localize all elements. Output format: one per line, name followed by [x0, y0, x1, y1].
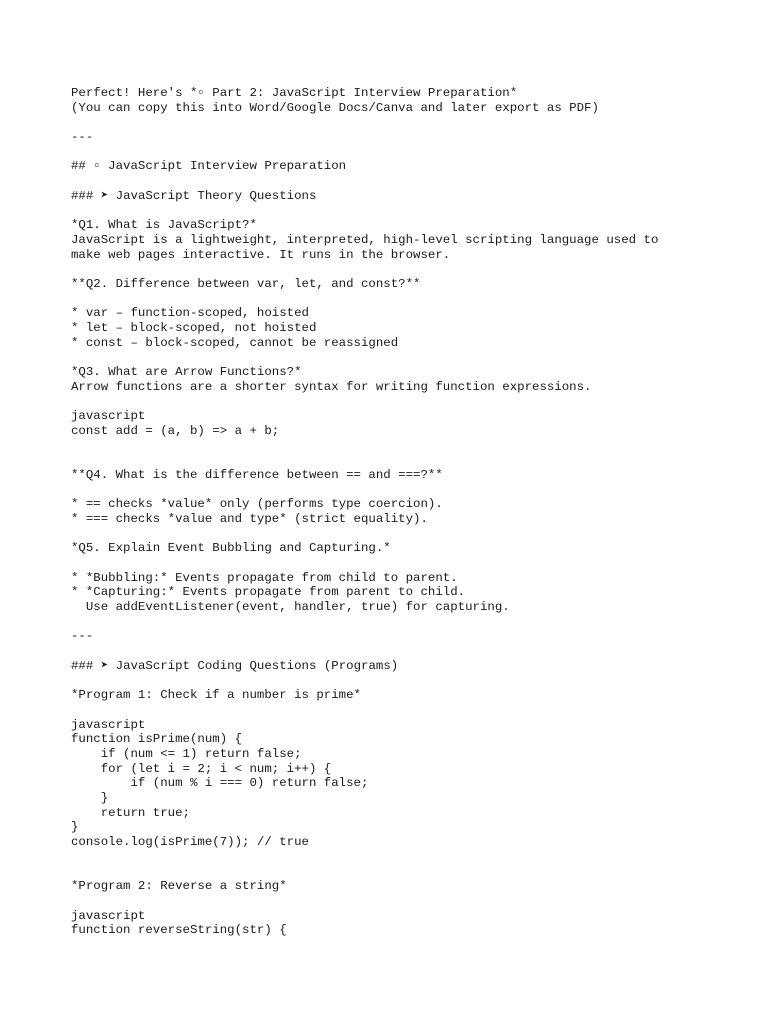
blank-line [71, 145, 751, 160]
blank-line [71, 174, 751, 189]
text-line: const add = (a, b) => a + b; [71, 423, 280, 438]
text-line: * == checks *value* only (performs type coercion). [71, 497, 443, 512]
text-line: * *Capturing:* Events propagate from parent to child. [71, 585, 466, 600]
blank-line [71, 350, 751, 365]
text-line: * var – function-scoped, hoisted [71, 306, 309, 321]
blank-line [71, 292, 751, 307]
blank-line [71, 615, 751, 630]
document-body [71, 86, 751, 938]
text-line: *Program 1: Check if a number is prime* [71, 688, 361, 703]
blank-line [71, 262, 751, 277]
text-line: *Q1. What is JavaScript?* [71, 218, 257, 233]
text-line: *Q5. Explain Event Bubbling and Capturing.* [71, 541, 391, 556]
blank-line [71, 483, 751, 498]
text-line: Arrow functions are a shorter syntax for writing function expressions. [71, 379, 592, 394]
blank-line [71, 556, 751, 571]
blank-line [71, 674, 751, 689]
text-line: *Program 2: Reverse a string* [71, 879, 287, 894]
text-line: if (num <= 1) return false; [71, 746, 302, 761]
text-line: *Q3. What are Arrow Functions?* [71, 365, 302, 380]
text-line: * let – block-scoped, not hoisted [71, 321, 317, 335]
text-line: if (num % i === 0) return false; [71, 776, 369, 791]
blank-line [71, 850, 751, 865]
text-line: * const – block-scoped, cannot be reassigned [71, 335, 399, 350]
text-line: javascript [71, 409, 146, 424]
text-line: console.log(isPrime(7)); // true [71, 835, 309, 850]
text-line: return true; [71, 805, 190, 820]
text-line: function reverseString(str) { [71, 923, 287, 938]
text-line: javascript [71, 717, 146, 732]
blank-line [71, 894, 751, 909]
text-line: make web pages interactive. It runs in the browser. [71, 247, 451, 262]
text-line: **Q4. What is the difference between == and ===?** [71, 467, 443, 482]
blank-line [71, 453, 751, 468]
text-line: * === checks *value and type* (strict equality). [71, 511, 428, 526]
text-line: function isPrime(num) { [71, 732, 243, 747]
text-line: Use addEventListener(event, handler, true) for capturing. [71, 600, 510, 615]
text-line: } [71, 791, 109, 805]
blank-line [71, 204, 751, 219]
text-line: ## ▫ JavaScript Interview Preparation [71, 159, 347, 174]
text-line: } [71, 820, 79, 835]
text-line: ### ➤ JavaScript Coding Questions (Programs) [71, 658, 399, 673]
blank-line [71, 864, 751, 879]
text-line: **Q2. Difference between var, let, and const?** [71, 276, 421, 291]
blank-line [71, 394, 751, 409]
blank-line [71, 527, 751, 542]
text-line: ### ➤ JavaScript Theory Questions [71, 188, 317, 203]
text-line: Perfect! Here's *▫ Part 2: JavaScript Interview Preparation* [71, 86, 518, 100]
blank-line [71, 439, 751, 454]
blank-line [71, 644, 751, 659]
text-line: --- [71, 130, 94, 145]
text-line: * *Bubbling:* Events propagate from child to parent. [71, 570, 458, 585]
text-line: for (let i = 2; i < num; i++) { [71, 761, 332, 776]
blank-line [71, 703, 751, 718]
text-line: --- [71, 629, 94, 644]
text-line: JavaScript is a lightweight, interpreted, high-level scripting language used to [71, 232, 659, 247]
text-line: (You can copy this into Word/Google Docs/Canva and later export as PDF) [71, 100, 599, 115]
blank-line [71, 115, 751, 130]
text-line: javascript [71, 908, 146, 923]
